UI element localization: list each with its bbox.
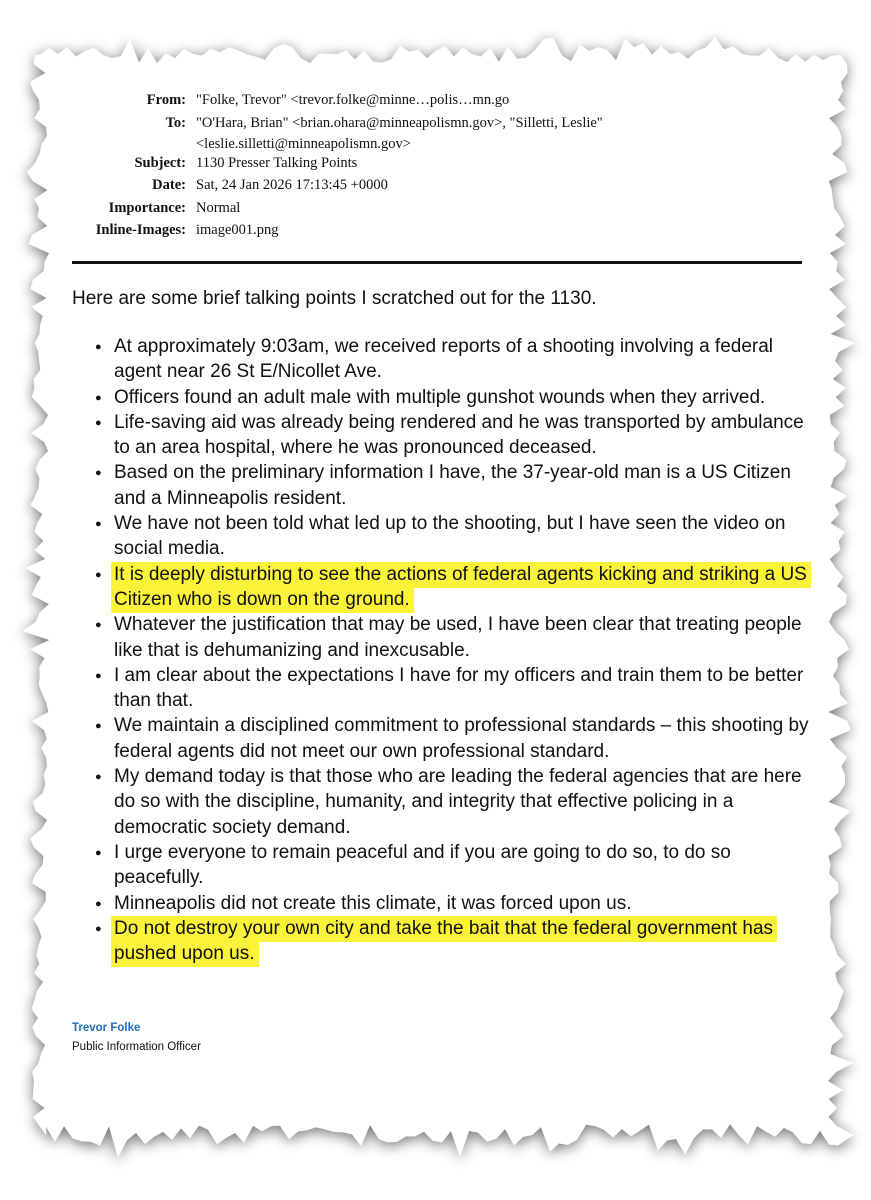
to-value-line1: "O'Hara, Brian" <brian.ohara@minneapolismn.gov>, "Silletti, Leslie" <box>196 115 603 131</box>
talking-point-item <box>90 840 810 891</box>
bullet-icon: ● <box>95 518 102 531</box>
bullet-icon: ● <box>95 391 102 404</box>
talking-point-item <box>90 891 810 916</box>
bullet-icon: ● <box>95 846 102 859</box>
talking-point-text: We have not been told what led up to the shooting, but I have seen the video on social media. <box>114 513 786 560</box>
talking-point-text-highlighted: Do not destroy your own city and take the bait that the federal government has pushed upon us. <box>111 916 777 967</box>
talking-point-item <box>90 460 810 511</box>
talking-point-item <box>90 764 810 840</box>
talking-point-item <box>90 663 810 714</box>
header-divider <box>72 261 802 264</box>
inline-images-value: image001.png <box>196 222 279 238</box>
talking-point-text: At approximately 9:03am, we received reports of a shooting involving a federal agent near 26 St E/Nicollet Ave. <box>114 336 774 383</box>
talking-point-item <box>90 511 810 562</box>
bullet-icon: ● <box>95 922 102 935</box>
subject-label: Subject: <box>134 155 186 171</box>
signature-title: Public Information Officer <box>72 1041 201 1053</box>
talking-point-text: My demand today is that those who are leading the federal agencies that are here do so with the discipline, humanity, and integrity that effective policing in a democratic society demand. <box>114 766 802 838</box>
header-inline-images-row <box>0 222 871 244</box>
bullet-icon: ● <box>95 669 102 682</box>
talking-point-text: Officers found an adult male with multiple gunshot wounds when they arrived. <box>114 386 766 408</box>
talking-point-item <box>90 410 810 461</box>
bullet-icon: ● <box>95 720 102 733</box>
header-subject-row <box>0 155 871 177</box>
talking-point-item <box>90 334 810 385</box>
signature-name: Trevor Folke <box>72 1022 141 1034</box>
date-label: Date: <box>152 177 186 193</box>
talking-point-text: Minneapolis did not create this climate, it was forced upon us. <box>114 892 632 914</box>
header-from-row <box>0 92 871 114</box>
talking-point-text: Based on the preliminary information I have, the 37-year-old man is a US Citizen and a Minneapolis resident. <box>114 462 791 509</box>
bullet-icon: ● <box>95 568 102 581</box>
to-label: To: <box>165 115 186 131</box>
bullet-icon: ● <box>95 341 102 353</box>
header-date-row <box>0 177 871 199</box>
talking-point-text: I am clear about the expectations I have for my officers and train them to be better than that. <box>114 664 804 712</box>
bullet-icon: ● <box>95 897 102 910</box>
talking-point-item <box>90 713 810 764</box>
bullet-icon: ● <box>95 619 102 632</box>
talking-point-text: Life-saving aid was already being rendered and he was transported by ambulance to an area hospital, where he was pronounced deceased. <box>114 411 804 459</box>
talking-point-item <box>90 562 810 613</box>
date-value: Sat, 24 Jan 2026 17:13:45 +0000 <box>196 177 388 193</box>
talking-point-text: I urge everyone to remain peaceful and if you are going to do so, to do so peacefully. <box>114 841 731 889</box>
talking-point-item <box>90 385 810 410</box>
subject-value: 1130 Presser Talking Points <box>196 155 358 171</box>
bullet-icon: ● <box>95 467 102 480</box>
from-value: "Folke, Trevor" <trevor.folke@minne…polis…mn.go <box>196 92 510 108</box>
header-to-row <box>0 115 871 159</box>
talking-point-text: We maintain a disciplined commitment to professional standards – this shooting by federal agents did not meet our own professional standard. <box>114 715 809 762</box>
importance-value: Normal <box>196 200 241 216</box>
talking-point-text-highlighted: It is deeply disturbing to see the actions of federal agents kicking and striking a US Citizen who is down on the ground. <box>111 562 811 613</box>
talking-points-list <box>90 334 810 966</box>
to-value-line2: <leslie.silletti@minneapolismn.gov> <box>196 136 411 152</box>
intro-text: Here are some brief talking points I scratched out for the 1130. <box>72 288 597 309</box>
talking-point-item <box>90 612 810 663</box>
inline-images-label: Inline-Images: <box>95 222 186 238</box>
from-label: From: <box>146 92 186 108</box>
talking-point-text: Whatever the justification that may be used, I have been clear that treating people like that is dehumanizing and inexcusable. <box>114 614 802 661</box>
importance-label: Importance: <box>108 200 186 216</box>
bullet-icon: ● <box>95 771 102 784</box>
bullet-icon: ● <box>95 416 102 429</box>
talking-point-item <box>90 916 810 967</box>
header-importance-row <box>0 200 871 222</box>
